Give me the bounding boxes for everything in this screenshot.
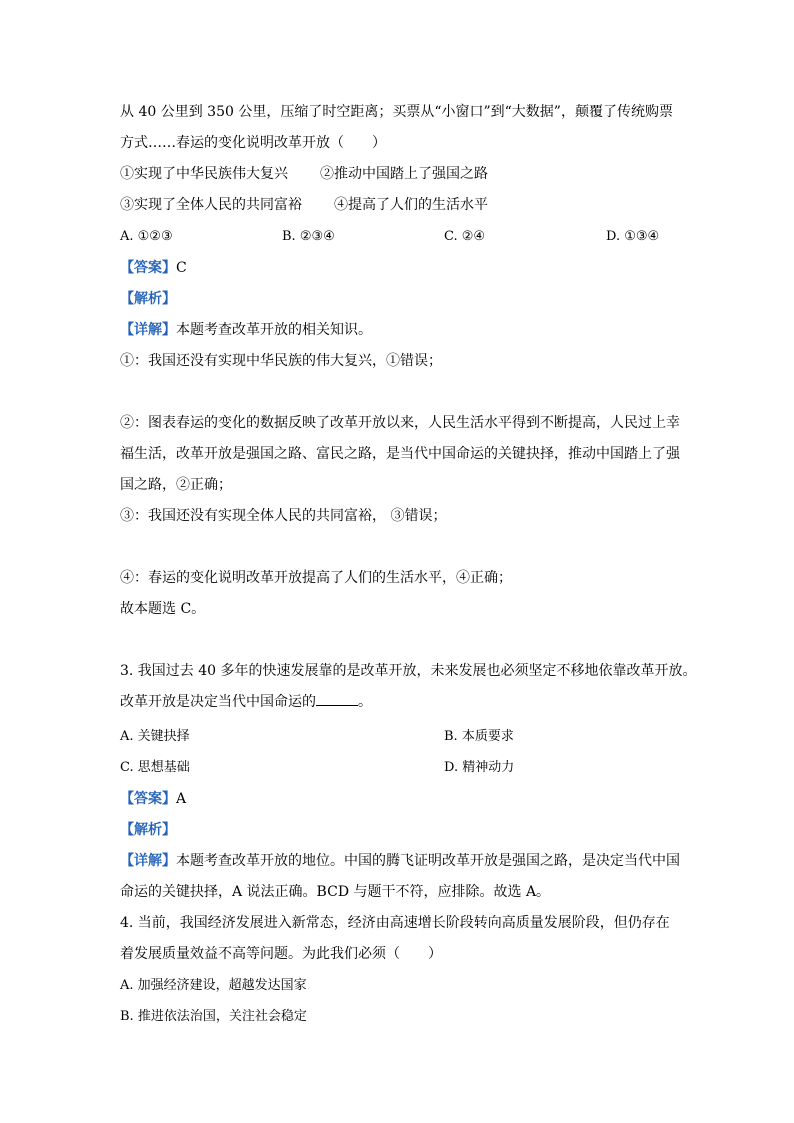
q3-answer-label: 【答案】	[120, 791, 176, 807]
q2-item-3: ③实现了全体人民的共同富裕	[120, 197, 302, 213]
q2-detail-text: 本题考查改革开放的相关知识。	[176, 322, 372, 338]
q2-stem-line-2: 方式……春运的变化说明改革开放（ ）	[120, 135, 386, 151]
q2-option-c: C. ②④	[444, 229, 486, 244]
q2-explanation-2-line-3: 国之路，②正确；	[120, 477, 232, 493]
q2-items-row-1	[120, 165, 488, 183]
q3-option-c: C. 思想基础	[120, 760, 190, 775]
q3-detail-line-2: 命运的关键抉择，A 说法正确。BCD 与题干不符，应排除。故选 A。	[120, 884, 551, 900]
q3-option-b: B. 本质要求	[444, 729, 514, 744]
q2-explanation-2-line-1: ②：图表春运的变化的数据反映了改革开放以来，人民生活水平得到不断提高，人民过上幸	[120, 415, 680, 431]
q2-explanation-3: ③：我国还没有实现全体人民的共同富裕， ③错误；	[120, 508, 447, 524]
q2-option-b: B. ②③④	[282, 229, 335, 244]
q2-answer-value: C	[176, 260, 187, 276]
q2-item-1: ①实现了中华民族伟大复兴	[120, 166, 288, 182]
q2-explanation-1: ①：我国还没有实现中华民族的伟大复兴，①错误；	[120, 353, 442, 369]
q2-detail-label: 【详解】	[120, 322, 176, 338]
q2-detail	[120, 321, 372, 339]
q2-item-2: ②推动中国踏上了强国之路	[320, 166, 488, 182]
q3-detail-text-1: 本题考查改革开放的地位。中国的腾飞证明改革开放是强国之路，是决定当代中国	[176, 853, 680, 869]
q3-stem-post: 。	[358, 694, 372, 710]
q4-stem-line-1: 4. 当前，我国经济发展进入新常态，经济由高速增长阶段转向高质量发展阶段，但仍存在	[120, 915, 670, 931]
q2-answer	[120, 259, 187, 277]
q3-answer-value: A	[176, 791, 187, 807]
q3-answer	[120, 790, 186, 808]
q4-stem-line-2: 着发展质量效益不高等问题。为此我们必须（ ）	[120, 946, 442, 962]
q3-answer-blank	[316, 693, 358, 706]
q3-detail-label: 【详解】	[120, 853, 176, 869]
q2-conclusion: 故本题选 C。	[120, 601, 206, 617]
q2-analysis	[120, 290, 176, 308]
q3-stem-line-2	[120, 693, 372, 711]
q2-item-4: ④提高了人们的生活水平	[334, 197, 488, 213]
q2-explanation-4: ④：春运的变化说明改革开放提高了人们的生活水平，④正确；	[120, 570, 512, 586]
q2-stem-line-1: 从 40 公里到 350 公里，压缩了时空距离；买票从“小窗口”到“大数据”，颠覆了传统购票	[120, 104, 673, 120]
q4-option-a: A. 加强经济建设，超越发达国家	[120, 978, 307, 993]
q3-analysis	[120, 821, 176, 839]
q3-detail-line-1	[120, 852, 680, 870]
q2-explanation-2-line-2: 福生活，改革开放是强国之路、富民之路，是当代中国命运的关键抉择，推动中国踏上了强	[120, 446, 680, 462]
q3-option-a: A. 关键抉择	[120, 729, 190, 744]
q2-option-a: A. ①②③	[120, 229, 173, 244]
q2-answer-label: 【答案】	[120, 260, 176, 276]
q2-analysis-label: 【解析】	[120, 291, 176, 307]
q2-option-d: D. ①③④	[606, 229, 660, 244]
q3-analysis-label: 【解析】	[120, 822, 176, 838]
q3-option-d: D. 精神动力	[444, 760, 515, 775]
q4-option-b: B. 推进依法治国，关注社会稳定	[120, 1009, 307, 1024]
q3-stem-line-1: 3. 我国过去 40 多年的快速发展靠的是改革开放，未来发展也必须坚定不移地依靠改革开放。	[120, 663, 697, 679]
q3-stem-pre: 改革开放是决定当代中国命运的	[120, 694, 316, 710]
q2-items-row-2	[120, 196, 488, 214]
